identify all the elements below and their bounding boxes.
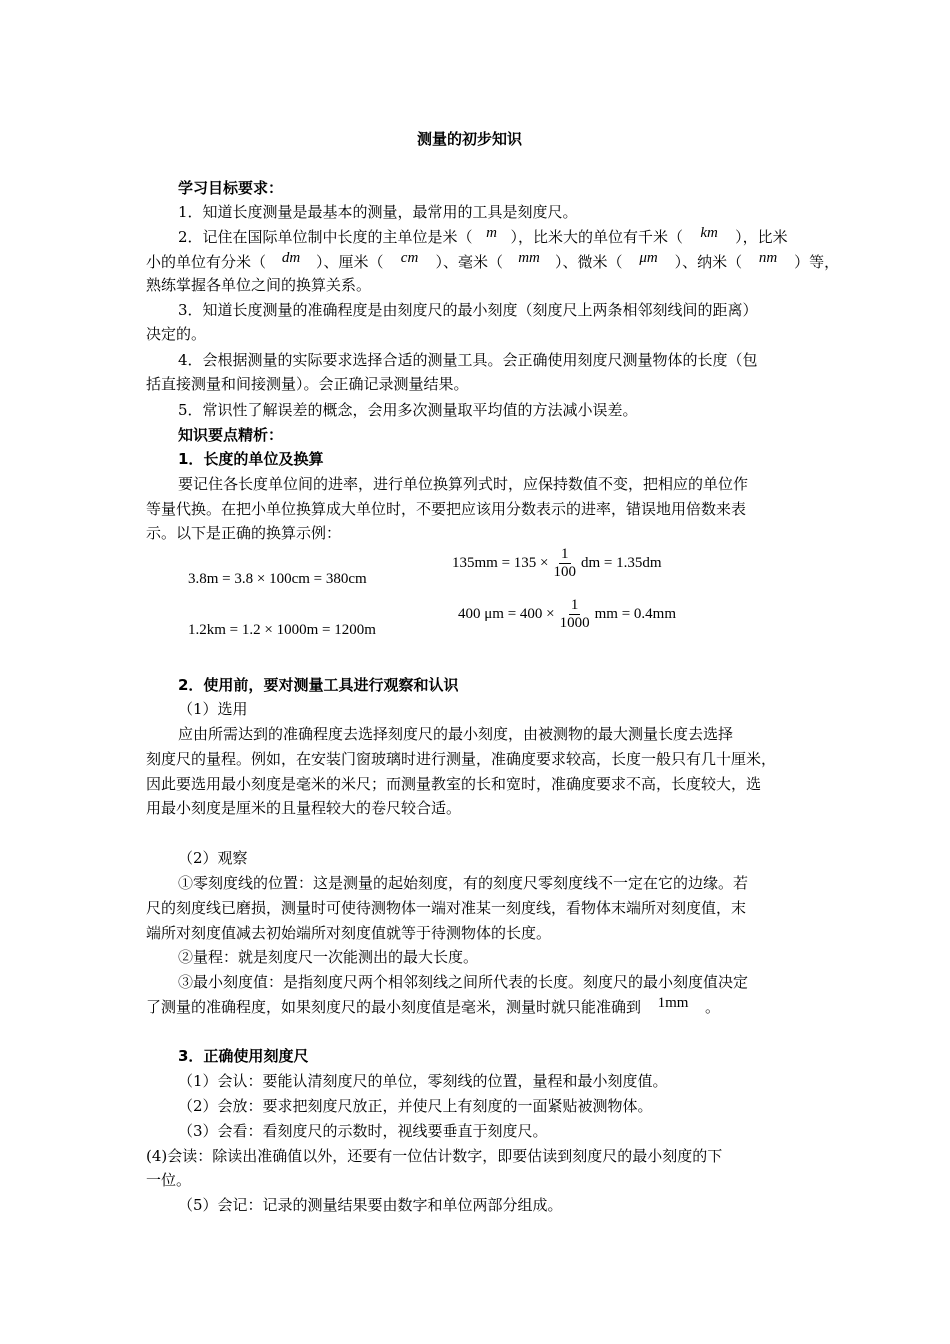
section-2-para-4-end: 。: [705, 998, 721, 1016]
unit-km: km: [700, 225, 718, 241]
section-2-para-2-line-1: ①零刻度线的位置：这是测量的起始刻度，有的刻度尺零刻度线不一定在它的边缘。若: [178, 874, 749, 892]
formula-m-to-cm: 3.8m = 3.8 × 100cm = 380cm: [188, 571, 367, 587]
unit-cm: cm: [400, 250, 419, 266]
fraction-numerator: 1: [559, 546, 571, 564]
goal-2-text: ）、微米（: [555, 253, 623, 271]
section-1-para-line-3: 示。以下是正确的换算示例：: [146, 524, 342, 542]
goal-2-text: 小的单位有分米（: [146, 253, 267, 271]
section-2-sub-2: （2）观察: [178, 849, 248, 867]
goal-3-line-2: 决定的。: [146, 325, 207, 343]
unit-m: m: [486, 225, 497, 241]
section-3-item-4-line-2: 一位。: [146, 1171, 192, 1189]
section-3-item-1: （1）会认：要能认清刻度尺的单位，零刻线的位置，量程和最小刻度值。: [178, 1072, 668, 1090]
section-2-para-1-line-2: 刻度尺的量程。例如，在安装门窗玻璃时进行测量，准确度要求较高，长度一般只有几十厘米，: [146, 750, 777, 768]
section-1-heading: 1．长度的单位及换算: [178, 450, 324, 468]
formula-text: 135mm = 135 ×: [452, 555, 549, 572]
formula-text: 400 μm = 400 ×: [458, 606, 555, 623]
section-3-item-2: （2）会放：要求把刻度尺放正，并使尺上有刻度的一面紧贴被测物体。: [178, 1097, 653, 1115]
fraction-numerator: 1: [569, 597, 581, 615]
goal-2-text: ）、毫米（: [435, 253, 504, 271]
goal-2-text: ）、纳米（: [674, 253, 743, 271]
section-1-para-line-1: 要记住各长度单位间的进率，进行单位换算列式时，应保持数值不变，把相应的单位作: [178, 475, 749, 493]
fraction-denominator: 100: [553, 564, 577, 581]
goal-2-text: 2．记住在国际单位制中长度的主单位是米（: [178, 228, 473, 246]
unit-nm: nm: [758, 250, 778, 266]
goal-3-line-1: 3．知道长度测量的准确程度是由刻度尺的最小刻度（刻度尺上两条相邻刻线间的距离）: [178, 301, 758, 319]
goal-4-line-2: 括直接测量和间接测量）。会正确记录测量结果。: [146, 375, 469, 393]
section-2-para-2-line-2: 尺的刻度线已磨损，测量时可使待测物体一端对准某一刻度线，看物体末端所对刻度值，末: [146, 899, 747, 917]
goal-2-line-3: 熟练掌握各单位之间的换算关系。: [146, 276, 372, 294]
section-2-para-4-text: 了测量的准确程度，如果刻度尺的最小刻度值是毫米，测量时就只能准确到: [146, 998, 642, 1016]
section-2-para-4-line-1: ③最小刻度值：是指刻度尺两个相邻刻线之间所代表的长度。刻度尺的最小刻度值决定: [178, 973, 749, 991]
section-2-para-1-line-3: 因此要选用最小刻度是毫米的米尺；而测量教室的长和宽时，准确度要求不高，长度较大，选: [146, 775, 762, 793]
section-2-para-3: ②量程：就是刻度尺一次能测出的最大长度。: [178, 948, 479, 966]
fraction: [558, 597, 592, 633]
goal-5: 5．常识性了解误差的概念，会用多次测量取平均值的方法减小误差。: [178, 401, 638, 419]
analysis-heading: 知识要点精析：: [178, 426, 284, 444]
formula-um-to-mm: [458, 597, 676, 633]
unit-1mm: 1mm: [657, 995, 689, 1011]
goal-2-text: ）等，: [794, 253, 840, 271]
section-2-para-1-line-4: 用最小刻度是厘米的且量程较大的卷尺较合适。: [146, 799, 462, 817]
goal-2-text: ），比米: [735, 228, 788, 246]
section-2-para-2-line-3: 端所对刻度值减去初始端所对刻度值就等于待测物体的长度。: [146, 924, 552, 942]
section-2-para-1-line-1: 应由所需达到的准确程度去选择刻度尺的最小刻度，由被测物的最大测量长度去选择: [178, 725, 734, 743]
section-2-para-4-line-2: [146, 996, 720, 1017]
section-1-para-line-2: 等量代换。在把小单位换算成大单位时，不要把应该用分数表示的进率，错误地用倍数来表: [146, 500, 747, 518]
section-2-heading: 2．使用前，要对测量工具进行观察和认识: [178, 676, 459, 694]
formula-mm-to-dm: [452, 546, 662, 582]
fraction-denominator: 1000: [559, 615, 590, 632]
goal-4-line-1: 4．会根据测量的实际要求选择合适的测量工具。会正确使用刻度尺测量物体的长度（包: [178, 351, 758, 369]
goal-2-line-2: [146, 251, 839, 272]
section-2-sub-1: （1）选用: [178, 700, 248, 718]
goal-2-text: ）、厘米（: [316, 253, 384, 271]
formula-km-to-m: 1.2km = 1.2 × 1000m = 1200m: [188, 622, 376, 638]
goal-1: 1．知道长度测量是最基本的测量，最常用的工具是刻度尺。: [178, 203, 578, 221]
goal-2-text: ），比米大的单位有千米（: [510, 228, 684, 246]
section-3-item-4-line-1: (4)会读：除读出准确值以外，还要有一位估计数字，即要估读到刻度尺的最小刻度的下: [146, 1147, 723, 1165]
unit-dm: dm: [281, 250, 301, 266]
page-title: 测量的初步知识: [417, 130, 523, 148]
formula-text: mm = 0.4mm: [594, 606, 677, 623]
fraction: [552, 546, 579, 582]
unit-um: μm: [639, 250, 658, 266]
goals-heading: 学习目标要求：: [178, 179, 284, 197]
section-3-item-5: （5）会记：记录的测量结果要由数字和单位两部分组成。: [178, 1196, 563, 1214]
unit-mm: mm: [518, 250, 540, 266]
goal-2-line-1: [178, 226, 788, 247]
section-3-heading: 3．正确使用刻度尺: [178, 1047, 309, 1065]
section-3-item-3: （3）会看：看刻度尺的示数时，视线要垂直于刻度尺。: [178, 1122, 548, 1140]
formula-text: dm = 1.35dm: [581, 555, 662, 572]
